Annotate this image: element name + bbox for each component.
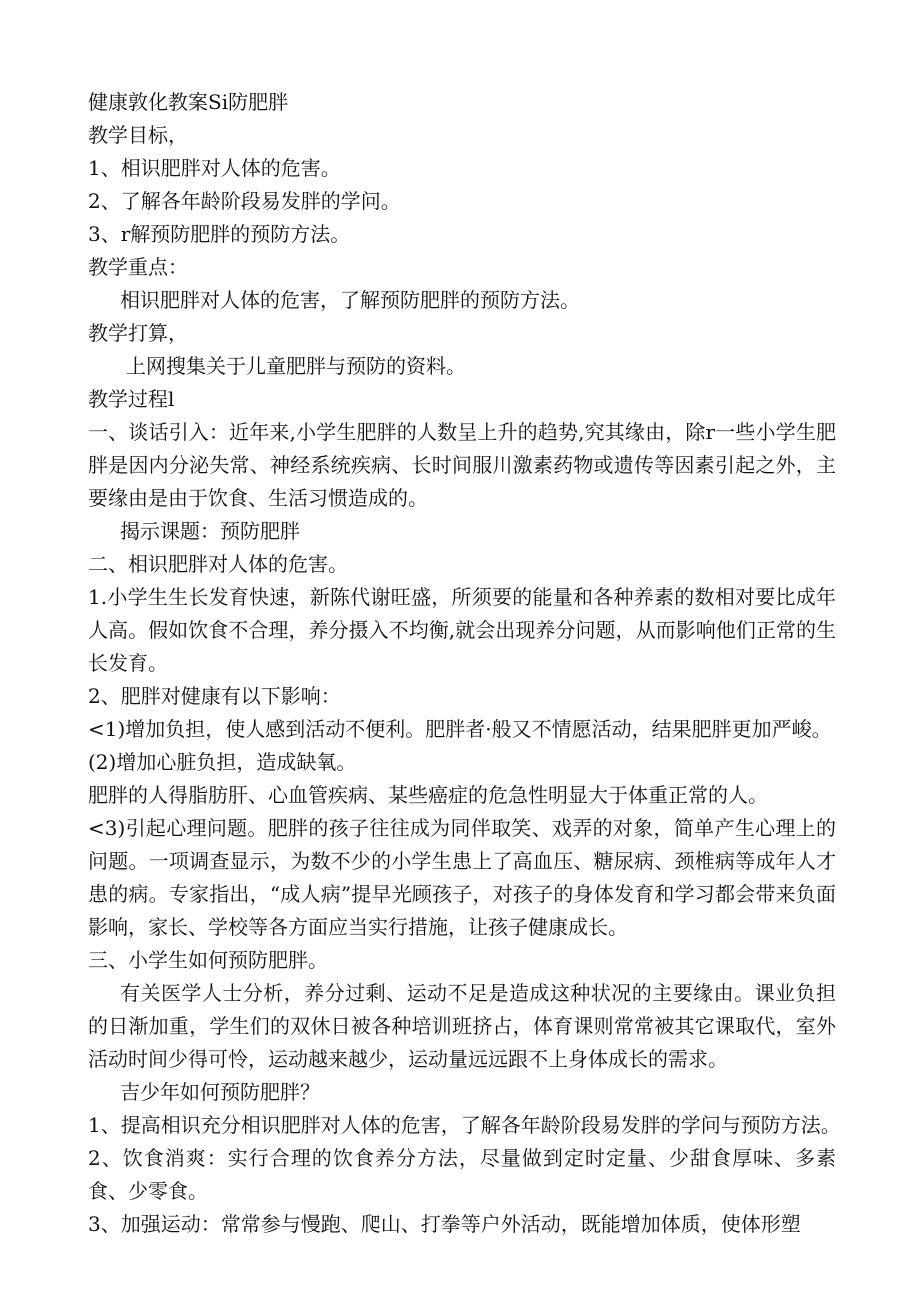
section-2-paragraph-2: 2、肥胖对健康有以下影响： [88,684,341,708]
section-3-heading: 三、小学生如何预防肥胖。 [88,948,328,972]
intro-paragraph: 一、谈话引入：近年来,小学生肥胖的人数呈上升的趋势,究其缘由，除r一些小学生肥胖是因内分泌失常、神经系统疾病、长时间服川激素药物或遗传等因素引起之外，主要缘由是由于饮食、生活习惯造成的。 [88,420,836,510]
document-page [88,86,841,1241]
goal-item-1: 1、相识肥胖对人体的危害。 [88,156,341,180]
goal-item-3: 3、r解预防肥胖的预防方法。 [88,222,351,246]
tip-item-3: 3、加强运动：常常参与慢跑、爬山、打拳等户外活动，既能增加体质，使体形塑 [88,1212,801,1236]
key-points-text: 相识肥胖对人体的危害，了解预防肥胖的预防方法。 [120,288,580,312]
reveal-topic: 揭示课题：预防肥胖 [120,519,300,543]
preparation-text: 上网搜集关于儿童肥胖与预防的资料。 [126,354,466,378]
effect-item-3: <3)引起心理问题。肥胖的孩子往往成为同伴取笑、戏弄的对象，简单产生心理上的问题。一项调查显示，为数不少的小学生患上了高血压、糖尿病、颈椎病等成年人才患的病。专家指出，“成人病”提早光顾孩子，对孩子的身体发育和学习都会带来负面影响，家长、学校等各方面应当实行措施，让孩子健康成长。 [88,816,836,939]
goal-item-2: 2、了解各年龄阶段易发胖的学问。 [88,189,401,213]
tip-item-2: 2、饮食消爽：实行合理的饮食养分方法，尽量做到定时定量、少甜食厚味、多素食、少零食。 [88,1146,836,1203]
section-2-paragraph-1: 1.小学生生长发育快速，新陈代谢旺盛，所须要的能量和各种养素的数相对要比成年人高。假如饮食不合理，养分摄入不均衡,就会出现养分问题，从而影响他们正常的生长发育。 [88,585,836,675]
goals-heading: 教学目标， [88,123,188,147]
section-2-heading: 二、相识肥胖对人体的危害。 [88,552,348,576]
document-title: 健康敦化教案Si防肥胖 [88,90,289,114]
key-points-heading: 教学重点： [88,255,188,279]
preparation-heading: 教学打算， [88,321,188,345]
effect-item-1: <1)增加负担，使人感到活动不便利。肥胖者·般又不情愿活动，结果肥胖更加严峻。 [88,717,832,741]
section-3-question: 吉少年如何预防肥胖？ [120,1080,320,1104]
effect-item-2: (2)增加心脏负担，造成缺氧。 [88,750,357,774]
effect-item-2-detail: 肥胖的人得脂肪肝、心血管疾病、某些癌症的危急性明显大于体重正常的人。 [88,783,768,807]
process-heading: 教学过程l [88,387,175,411]
section-3-paragraph: 有关医学人士分析，养分过剩、运动不足是造成这种状况的主要缘由。课业负担的日渐加重，学生们的双休日被各种培训班挤占，体育课则常常被其它课取代，室外活动时间少得可怜，运动越来越少，运动量远远跟不上身体成长的需求。 [88,981,836,1071]
tip-item-1: 1、提高相识充分相识肥胖对人体的危害，了解各年龄阶段易发胖的学问与预防方法。 [88,1113,841,1137]
